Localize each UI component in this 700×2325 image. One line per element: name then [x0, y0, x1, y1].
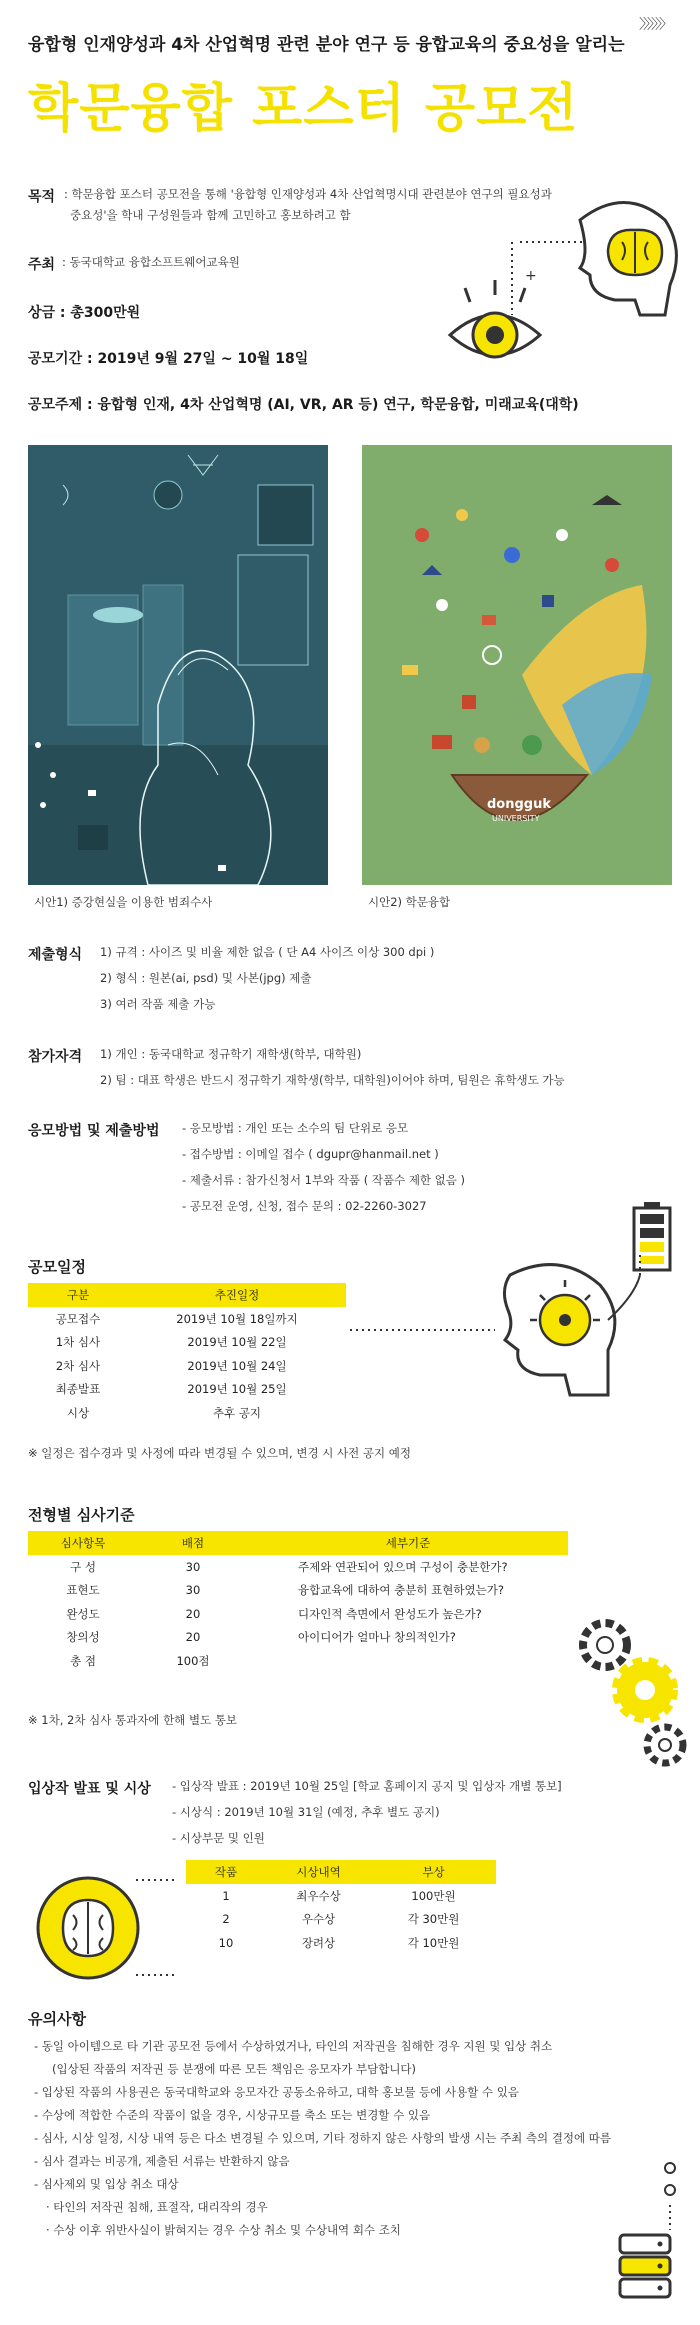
- schedule-cell: 최종발표: [55, 1382, 101, 1397]
- criteria-title: 전형별 심사기준: [28, 1506, 135, 1524]
- awards-cell: 10: [218, 1935, 234, 1950]
- schedule-title: 공모일정: [28, 1258, 86, 1276]
- table-row: [28, 1354, 346, 1378]
- criteria-cell: 30: [185, 1559, 201, 1574]
- notes-title: 유의사항: [28, 2010, 86, 2028]
- criteria-cell: 구 성: [70, 1559, 96, 1574]
- awards-header-reward: 부상: [371, 1860, 496, 1884]
- criteria-cell: 30: [185, 1583, 201, 1598]
- schedule-cell: 시상: [66, 1405, 90, 1420]
- bowl-brand-text: dongguk: [487, 797, 552, 812]
- notes-line-1: - 동일 아이템으로 타 기관 공모전 등에서 수상하였거나, 타인의 저작권을 침해한 경우 지원 및 입상 취소: [34, 2039, 553, 2053]
- submission-item-3: 3) 여러 작품 제출 가능: [100, 997, 216, 1011]
- database-icon: [600, 2160, 690, 2320]
- host-label: 주최: [28, 257, 56, 273]
- criteria-cell: 20: [185, 1630, 201, 1645]
- awards-label: 입상작 발표 및 시상: [28, 1781, 151, 1797]
- table-row: [28, 1602, 568, 1626]
- svg-text:+: +: [525, 268, 537, 284]
- awards-item-2: - 시상식 : 2019년 10월 31일 (예정, 추후 별도 공지): [172, 1805, 440, 1819]
- schedule-cell: 2차 심사: [55, 1358, 101, 1373]
- poster-caption-1: 시안1) 증강현실을 이용한 범죄수사: [34, 895, 213, 909]
- criteria-cell: 완성도: [66, 1606, 100, 1621]
- schedule-cell: 2019년 10월 25일: [187, 1382, 287, 1397]
- table-row: [28, 1331, 346, 1355]
- notes-line-8: · 타인의 저작권 침해, 표절작, 대리작의 경우: [46, 2200, 268, 2214]
- period-text: 공모기간 : 2019년 9월 27일 ~ 10월 18일: [28, 351, 309, 367]
- awards-table: [186, 1860, 496, 1955]
- table-row: [186, 1931, 496, 1955]
- criteria-cell: 디자인적 측면에서 완성도가 높은가?: [298, 1606, 482, 1621]
- submission-item-2: 2) 형식 : 원본(ai, psd) 및 사본(jpg) 제출: [100, 971, 312, 985]
- awards-header-work: 작품: [186, 1860, 266, 1884]
- poster-example-1: [28, 445, 328, 885]
- method-item-4: - 공모전 운영, 신청, 접수 문의 : 02-2260-3027: [182, 1199, 427, 1213]
- table-row: [28, 1649, 568, 1673]
- poster-caption-2: 시안2) 학문융합: [368, 895, 451, 909]
- table-row: [28, 1378, 346, 1402]
- eye-brain-illustration: [430, 180, 690, 380]
- awards-cell: 각 30만원: [407, 1912, 460, 1927]
- purpose-text-1: : 학문융합 포스터 공모전을 통해 '융합형 인재양성과 4차 산업혁명시대 관련분야 연구의 필요성과: [64, 187, 552, 201]
- method-item-2: - 접수방법 : 이메일 접수 ( dgupr@hanmail.net ): [182, 1147, 439, 1161]
- schedule-cell: 2019년 10월 18일까지: [176, 1311, 298, 1326]
- table-row: [186, 1884, 496, 1908]
- page-subtitle: 융합형 인재양성과 4차 산업혁명 관련 분야 연구 등 융합교육의 중요성을 알리는: [28, 35, 625, 55]
- awards-item-1: - 입상작 발표 : 2019년 10월 25일 [학교 홈페이지 공지 및 입상자 개별 통보]: [172, 1779, 562, 1793]
- schedule-cell: 2019년 10월 22일: [187, 1335, 287, 1350]
- criteria-cell: 표현도: [66, 1583, 100, 1598]
- schedule-header-date: 추진일정: [128, 1283, 346, 1307]
- criteria-table: [28, 1531, 568, 1673]
- eligibility-item-2: 2) 팀 : 대표 학생은 반드시 정규학기 재학생(학부, 대학원)이어야 하며, 팀원은 휴학생도 가능: [100, 1073, 565, 1087]
- eligibility-label: 참가자격: [28, 1049, 83, 1065]
- chevron-decoration: 〉〉〉〉〉〉: [639, 17, 670, 33]
- method-item-1: - 응모방법 : 개인 또는 소수의 팀 단위로 응모: [182, 1121, 409, 1135]
- awards-cell: 우수상: [301, 1912, 336, 1927]
- notes-line-9: · 수상 이후 위반사실이 밝혀지는 경우 수상 취소 및 수상내역 회수 조치: [46, 2223, 401, 2237]
- bowl-brand-subtext: UNIVERSITY: [492, 814, 540, 823]
- criteria-cell: 100점: [176, 1653, 210, 1668]
- schedule-note: ※ 일정은 접수경과 및 사정에 따라 변경될 수 있으며, 변경 시 사전 공지 예정: [28, 1446, 411, 1460]
- theme-text: 공모주제 : 융합형 인재, 4차 산업혁명 (AI, VR, AR 등) 연구, 학문융합, 미래교육(대학): [28, 397, 579, 413]
- notes-line-6: - 심사 결과는 비공개, 제출된 서류는 반환하지 않음: [34, 2154, 290, 2168]
- table-row: [28, 1307, 346, 1331]
- submission-label: 제출형식: [28, 947, 83, 963]
- awards-cell: 최우수상: [296, 1888, 341, 1903]
- table-row: [28, 1626, 568, 1650]
- schedule-cell: 1차 심사: [55, 1335, 101, 1350]
- schedule-cell: 공모접수: [55, 1311, 101, 1326]
- criteria-cell: 주제와 연관되어 있으며 구성이 충분한가?: [298, 1559, 508, 1574]
- purpose-label: 목적: [28, 189, 56, 205]
- criteria-header-score: 배점: [138, 1531, 248, 1555]
- criteria-cell: 총 점: [70, 1653, 96, 1668]
- schedule-cell: 2019년 10월 24일: [187, 1358, 287, 1373]
- notes-line-7: - 심사제외 및 입상 취소 대상: [34, 2177, 179, 2191]
- awards-header-prize: 시상내역: [266, 1860, 371, 1884]
- poster-example-2: [362, 445, 672, 885]
- criteria-header-detail: 세부기준: [248, 1531, 568, 1555]
- awards-cell: 100만원: [411, 1888, 456, 1903]
- criteria-note: ※ 1차, 2차 심사 통과자에 한해 별도 통보: [28, 1713, 238, 1727]
- criteria-cell: 20: [185, 1606, 201, 1621]
- submission-item-1: 1) 규격 : 사이즈 및 비율 제한 없음 ( 단 A4 사이즈 이상 300 dpi ): [100, 945, 435, 959]
- criteria-cell: [248, 1649, 568, 1673]
- table-row: [186, 1908, 496, 1932]
- purpose-text-2: 중요성'을 학내 구성원들과 함께 고민하고 홍보하려고 함: [70, 208, 351, 222]
- criteria-cell: 융합교육에 대하여 충분히 표현하였는가?: [298, 1583, 504, 1598]
- notes-line-2: (입상된 작품의 저작권 등 분쟁에 따른 모든 책임은 응모자가 부담합니다): [52, 2062, 417, 2076]
- schedule-cell: 추후 공지: [212, 1405, 262, 1420]
- gears-icon: [560, 1610, 690, 1770]
- awards-cell: 1: [222, 1888, 230, 1903]
- awards-cell: 각 10만원: [407, 1935, 460, 1950]
- table-row: [28, 1579, 568, 1603]
- criteria-cell: 아이디어가 얼마나 창의적인가?: [298, 1630, 456, 1645]
- eligibility-item-1: 1) 개인 : 동국대학교 정규학기 재학생(학부, 대학원): [100, 1047, 362, 1061]
- awards-cell: 2: [222, 1912, 230, 1927]
- prize-text: 상금 : 총300만원: [28, 305, 141, 321]
- host-value: : 동국대학교 융합소프트웨어교육원: [62, 255, 240, 269]
- table-row: [28, 1555, 568, 1579]
- criteria-cell: 창의성: [66, 1630, 100, 1645]
- notes-line-5: - 심사, 시상 일정, 시상 내역 등은 다소 변경될 수 있으며, 기타 정하지 않은 사항의 발생 시는 주최 측의 결정에 따름: [34, 2131, 612, 2145]
- schedule-header-category: 구분: [28, 1283, 128, 1307]
- schedule-table: [28, 1283, 346, 1425]
- method-item-3: - 제출서류 : 참가신청서 1부와 작품 ( 작품수 제한 없음 ): [182, 1173, 466, 1187]
- criteria-header-item: 심사항목: [28, 1531, 138, 1555]
- notes-line-3: - 입상된 작품의 사용권은 동국대학교와 응모자간 공동소유하고, 대학 홍보물 등에 사용할 수 있음: [34, 2085, 519, 2099]
- notes-line-4: - 수상에 적합한 수준의 작품이 없을 경우, 시상규모를 축소 또는 변경할 수 있음: [34, 2108, 431, 2122]
- table-row: [28, 1401, 346, 1425]
- page-title: 학문융합 포스터 공모전: [28, 79, 579, 139]
- brain-circle-illustration: [28, 1860, 188, 2000]
- method-label: 응모방법 및 제출방법: [28, 1123, 160, 1139]
- idea-head-illustration: [350, 1255, 680, 1405]
- awards-cell: 장려상: [301, 1935, 336, 1950]
- awards-item-3: - 시상부문 및 인원: [172, 1831, 265, 1845]
